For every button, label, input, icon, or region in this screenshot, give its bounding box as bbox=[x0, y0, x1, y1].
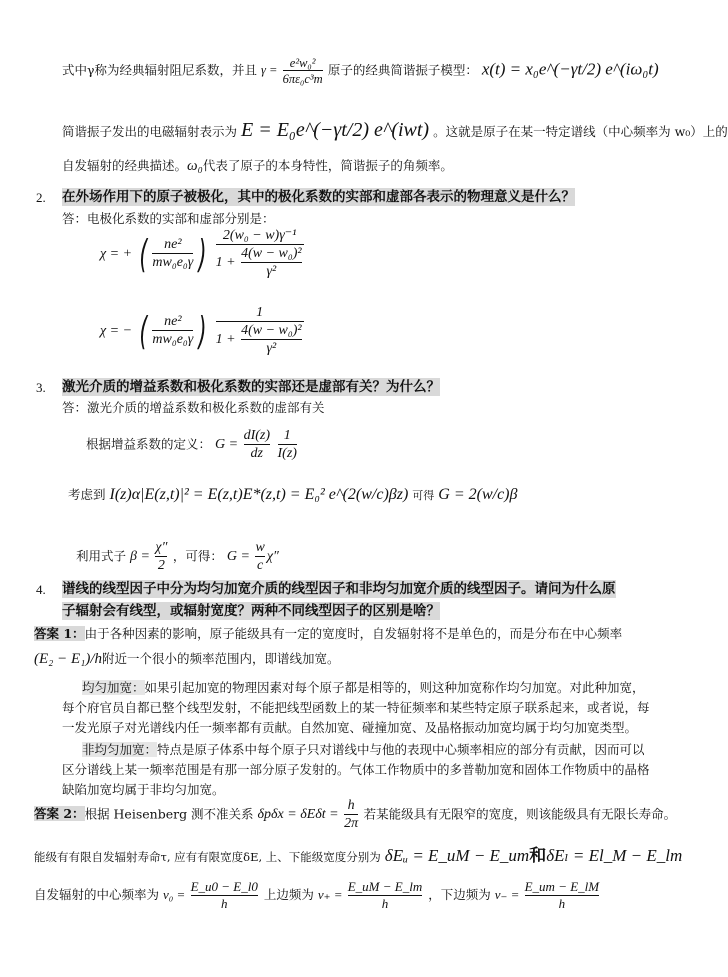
answer-1-line1: 答案 1：由于各种因素的影响，原子能级具有一定的宽度时，自发辐射将不是单色的，而是分布在中心频率 bbox=[34, 626, 623, 641]
chi-imag-equation: χ = − ( $\frac{\text{ne²}}{\text{mw₀e₀γ}}$ ) 1 1 + $\frac{\text{4(w − w₀)²}}{\text{γ²}}$ bbox=[100, 305, 302, 357]
frequency-line: 自发辐射的中心频率为 v₀ = $\frac{E\_u0 - E\_l0}{h}$ 上边频为 v₊ = $\frac{E\_uM - E\_lm}{h}$ ，下边频为 v₋ = $\frac{E\_um - E\_lM}{h}$ bbox=[34, 879, 600, 911]
question-4-title-line2: 子辐射会有线型，或辐射宽度？两种不同线型因子的区别是啥？ bbox=[62, 603, 440, 619]
answer-2-label: 答案 2： bbox=[34, 806, 85, 822]
gain-result: 利用式子 β = $\frac{\chi''}{2}$ ，可得： G = $\frac{w}{c}$ χ″ bbox=[76, 540, 279, 574]
homogeneous-label: 均匀加宽： bbox=[82, 680, 145, 695]
question-number: 2. bbox=[36, 190, 46, 205]
answer-1-label: 答案 1： bbox=[34, 626, 85, 641]
oscillator-model-equation: x(t) = x₀e^(−γt/2) e^(iω₀t) bbox=[481, 59, 659, 79]
field-equation: E = E₀e^(−γt/2) e^(iwt) bbox=[241, 119, 430, 141]
answer-2-line1: 答案 2：根据 Heisenberg 测不准关系 δpδx = δEδt = $\frac{h}{2\pi}$ 若某能级具有无限窄的宽度，则该能级具有无限长寿命。 bbox=[34, 798, 677, 832]
question-number: 4. bbox=[36, 582, 46, 597]
omega-symbol: ω₀ bbox=[187, 158, 203, 174]
gain-definition: 根据增益系数的定义： G = $\frac{dI(z)}{dz}$ $\frac{1}{I(z)}$ bbox=[86, 428, 297, 462]
gain-derivation: 考虑到 I(z)α|E(z,t)|² = E(z,t)E*(z,t) = E₀² e^(2(w/c)βz) 可得 G = 2(w/c)β bbox=[68, 486, 518, 503]
answer-1-line2: (E₂ − E₁)/h附近一个很小的频率范围内，即谱线加宽。 bbox=[34, 651, 340, 667]
homogeneous-paragraph: 均匀加宽：如果引起加宽的物理因素对每个原子都是相等的，则这种加宽称作均匀加宽。对此种加宽， 每个府官员自都已整个线型发射，不能把线型函数上的某一特征频率和某些特定原子联系起来，或者说，每 一发光原子对光谱线内任一频率都有贡献。自然加宽、碰撞加宽、及晶格振动加宽均属于均匀加宽类型。 bbox=[62, 680, 650, 735]
lifetime-line: 能级有有限自发辐射寿命τ, 应有有限宽度δE, 上、下能级宽度分别为 δEᵤ = E_uM − E_um和δEₗ = El_M − E_lm bbox=[34, 846, 683, 866]
question-4-title-line1: 谱线的线型因子中分为均匀加宽介质的线型因子和非均匀加宽介质的线型因子。请问为什么原 bbox=[62, 581, 616, 597]
answer-2-intro: 答：电极化系数的实部和虚部分别是： bbox=[62, 211, 275, 226]
inhomogeneous-label: 非均匀加宽： bbox=[82, 742, 158, 757]
question-number: 3. bbox=[36, 380, 46, 395]
gamma-equation: γ = $\frac{\text{e²w₀²}}{\text{6πε₀c³m}}$ bbox=[260, 56, 323, 87]
chi-real-equation: χ = + ( $\frac{\text{ne²}}{\text{mw₀e₀γ}}$ ) 2(w₀ − w)γ⁻¹ 1 + $\frac{\text{4(w − w₀)²}}{\text{γ²}}$ bbox=[100, 228, 302, 280]
inhomogeneous-paragraph: 非均匀加宽：特点是原子体系中每个原子只对谱线中与他的表现中心频率相应的部分有贡献，因而可以 区分谱线上某一频率范围是有那一部分原子发射的。气体工作物质中的多普勒加宽和固体工作物质中的晶格 缺陷加宽均属于非均匀加宽。 bbox=[62, 742, 650, 797]
line-radiation: 简谐振子发出的电磁辐射表示为 E = E₀e^(−γt/2) e^(iwt) 。这就是原子在某一特定谱线（中心频率为 w₀）上的 bbox=[62, 119, 728, 141]
question-3-title: 激光介质的增益系数和极化系数的实部还是虚部有关？为什么？ bbox=[62, 379, 440, 395]
line-classical: 自发辐射的经典描述。ω₀代表了原子的本身特性，简谐振子的角频率。 bbox=[62, 158, 453, 174]
answer-3-intro: 答：激光介质的增益系数和极化系数的虚部有关 bbox=[62, 400, 325, 415]
question-2-title: 在外场作用下的原子被极化，其中的极化系数的实部和虚部各表示的物理意义是什么？ bbox=[62, 189, 575, 205]
line-damping: 式中γ称为经典辐射阻尼系数，并且 γ = $\frac{\text{e²w₀²}}{\text{6πε₀c³m}}$ 原子的经典简谐振子模型： x(t) = x₀e^(−γt/2) e^(iω₀t) bbox=[62, 56, 659, 87]
